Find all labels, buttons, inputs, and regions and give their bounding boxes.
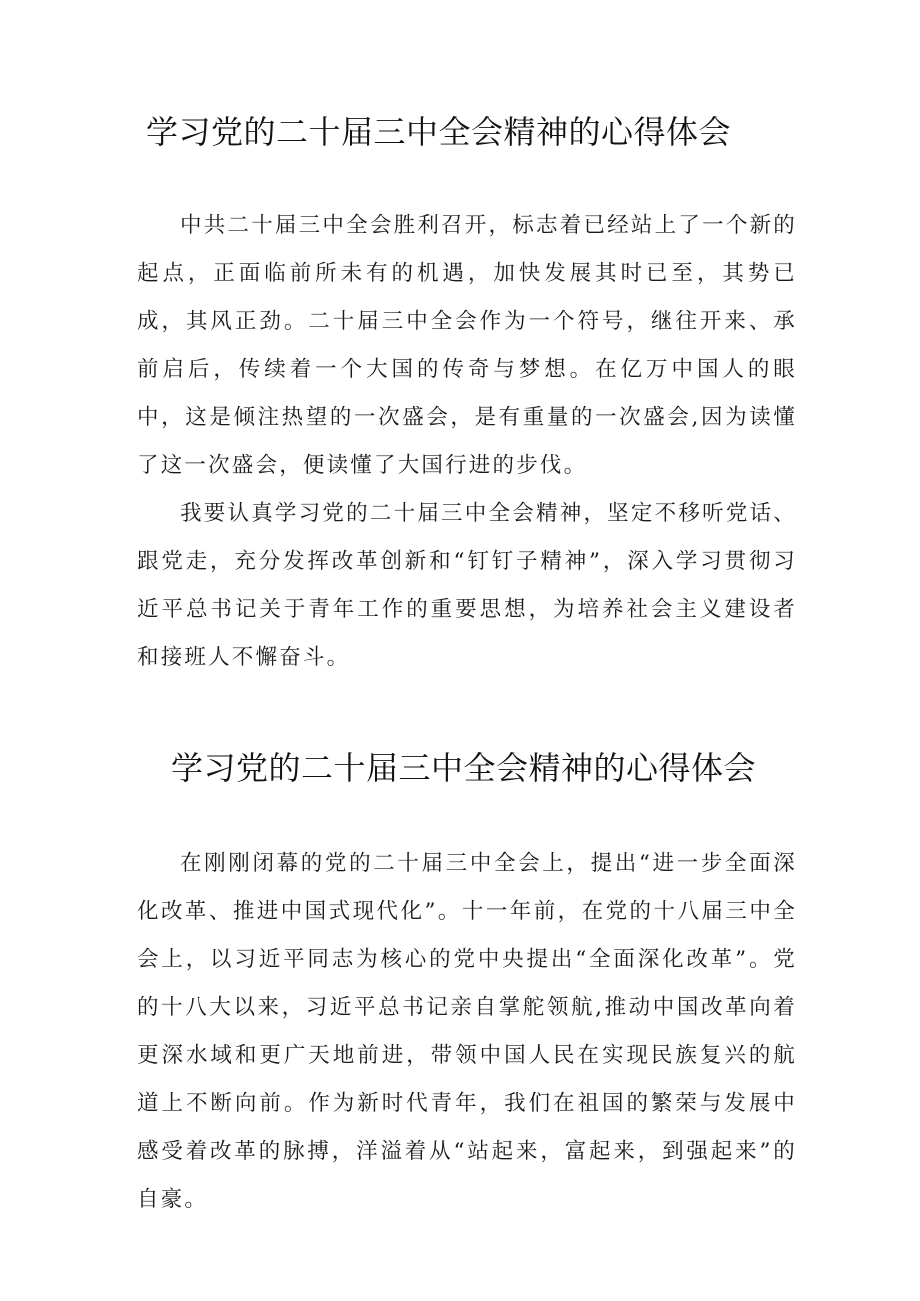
section-1-paragraph-2: 我要认真学习党的二十届三中全会精神，坚定不移听党话、跟党走，充分发挥改革创新和“钉钉子精神”，深入学习贯彻习近平总书记关于青年工作的重要思想，为培养社会主义建设者和接班人不懈奋斗。 <box>137 501 797 670</box>
section-1-title: 学习党的二十届三中全会精神的心得体会 <box>146 113 732 151</box>
section-1-paragraph-1: 中共二十届三中全会胜利召开，标志着已经站上了一个新的起点，正面临前所未有的机遇，加快发展其时已至，其势已成，其风正劲。二十届三中全会作为一个符号，继往开来、承前启后，传续着一个大国的传奇与梦想。在亿万中国人的眼中，这是倾注热望的一次盛会，是有重量的一次盛会,因为读懂了这一次盛会，便读懂了大国行进的步伐。 <box>137 213 797 478</box>
section-2-title: 学习党的二十届三中全会精神的心得体会 <box>171 749 757 787</box>
section-2-paragraph-1: 在刚刚闭幕的党的二十届三中全会上，提出“进一步全面深化改革、推进中国式现代化”。十一年前，在党的十八届三中全会上，以习近平同志为核心的党中央提出“全面深化改革”。党的十八大以来，习近平总书记亲自掌舵领航,推动中国改革向着更深水域和更广天地前进，带领中国人民在实现民族复兴的航道上不断向前。作为新时代青年，我们在祖国的繁荣与发展中感受着改革的脉搏，洋溢着从“站起来，富起来，到强起来”的自豪。 <box>137 851 797 1212</box>
